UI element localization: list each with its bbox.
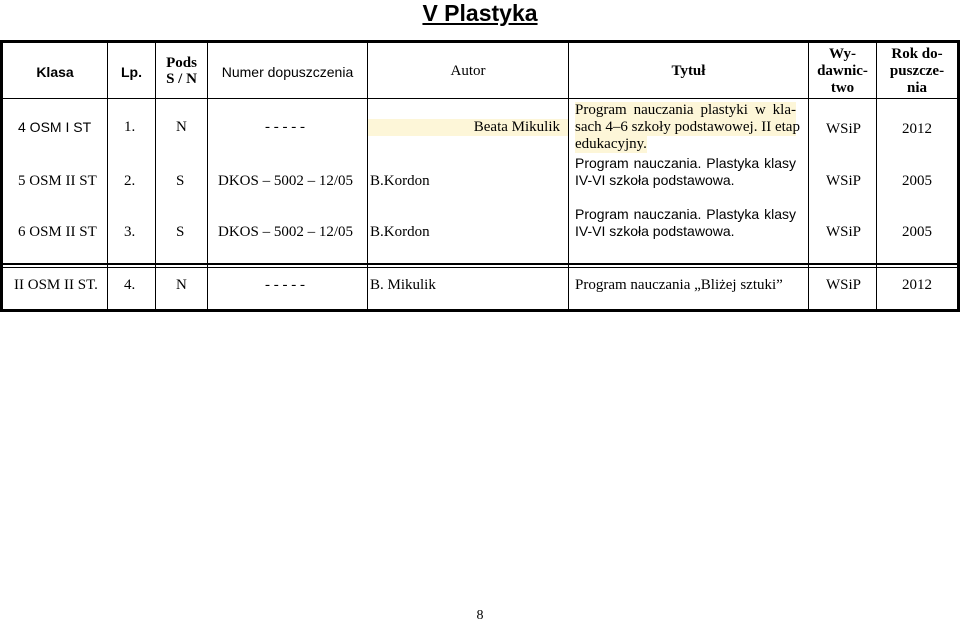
cell-rok: 2012 [902,277,932,293]
page-title: V Plastyka [422,0,538,26]
cell-klasa: 4 OSM I ST [18,119,92,135]
cell-tytul: Program nauczania „Bliżej sztuki” [575,277,783,293]
cell-lp: 4. [124,277,136,293]
header-rok: Rok do- [891,46,943,62]
table-border-left [0,40,3,312]
cell-lp: 3. [124,224,136,240]
header-wydawnictwo: two [830,80,855,96]
cell-numer: DKOS – 5002 – 12/05 [218,173,354,189]
column-separator [207,40,208,312]
header-autor: Autor [450,63,486,79]
cell-wydawnictwo: WSiP [826,277,862,293]
cell-numer: - - - - - [265,277,305,293]
header-rok: nia [906,80,927,96]
cell-autor: B.Kordon [370,173,430,189]
cell-lp: 2. [124,173,136,189]
cell-pods: N [176,277,187,293]
cell-tytul: Program nauczania. Plastyka klasy [575,155,796,171]
cell-numer: - - - - - [265,119,305,135]
cell-pods: N [176,119,187,135]
cell-tytul: sach 4–6 szkoły podstawowej. II etap [575,119,800,135]
table-border-top [0,40,960,43]
header-pods: S / N [166,71,197,87]
cell-tytul: edukacyjny. [575,136,647,152]
header-wydawnictwo: Wy- [829,46,856,62]
table-border-bottom [0,309,960,312]
cell-pods: S [176,224,185,240]
cell-wydawnictwo: WSiP [826,224,862,240]
cell-wydawnictwo: WSiP [826,121,862,137]
section-separator [0,267,960,268]
header-wydawnictwo: dawnic- [817,63,868,79]
cell-tytul: IV-VI szkoła podstawowa. [575,223,735,239]
cell-rok: 2005 [902,173,932,189]
page-number: 8 [476,608,484,623]
header-klasa: Klasa [36,64,74,80]
cell-pods: S [176,173,185,189]
cell-tytul: IV-VI szkoła podstawowa. [575,172,735,188]
column-separator [107,40,108,312]
cell-autor: B.Kordon [370,224,430,240]
section-separator [0,263,960,265]
cell-klasa: 5 OSM II ST [18,173,97,189]
cell-autor: Beata Mikulik [368,119,568,136]
column-separator [568,40,569,312]
header-pods: Pods [166,55,197,71]
cell-rok: 2012 [902,121,932,137]
cell-lp: 1. [124,119,136,135]
cell-tytul: Program nauczania plastyki w kla- [575,102,796,118]
header-separator [0,98,960,99]
header-rok: puszcze- [889,63,945,79]
column-separator [367,40,368,312]
cell-klasa: 6 OSM II ST [18,224,97,240]
cell-wydawnictwo: WSiP [826,173,862,189]
header-lp: Lp. [121,64,142,80]
header-tytul: Tytuł [671,63,706,79]
header-numer: Numer dopuszczenia [221,64,354,80]
cell-rok: 2005 [902,224,932,240]
cell-tytul: Program nauczania. Plastyka klasy [575,206,796,222]
cell-numer: DKOS – 5002 – 12/05 [218,224,354,240]
cell-autor: B. Mikulik [370,277,436,293]
cell-klasa: II OSM II ST. [14,277,98,293]
